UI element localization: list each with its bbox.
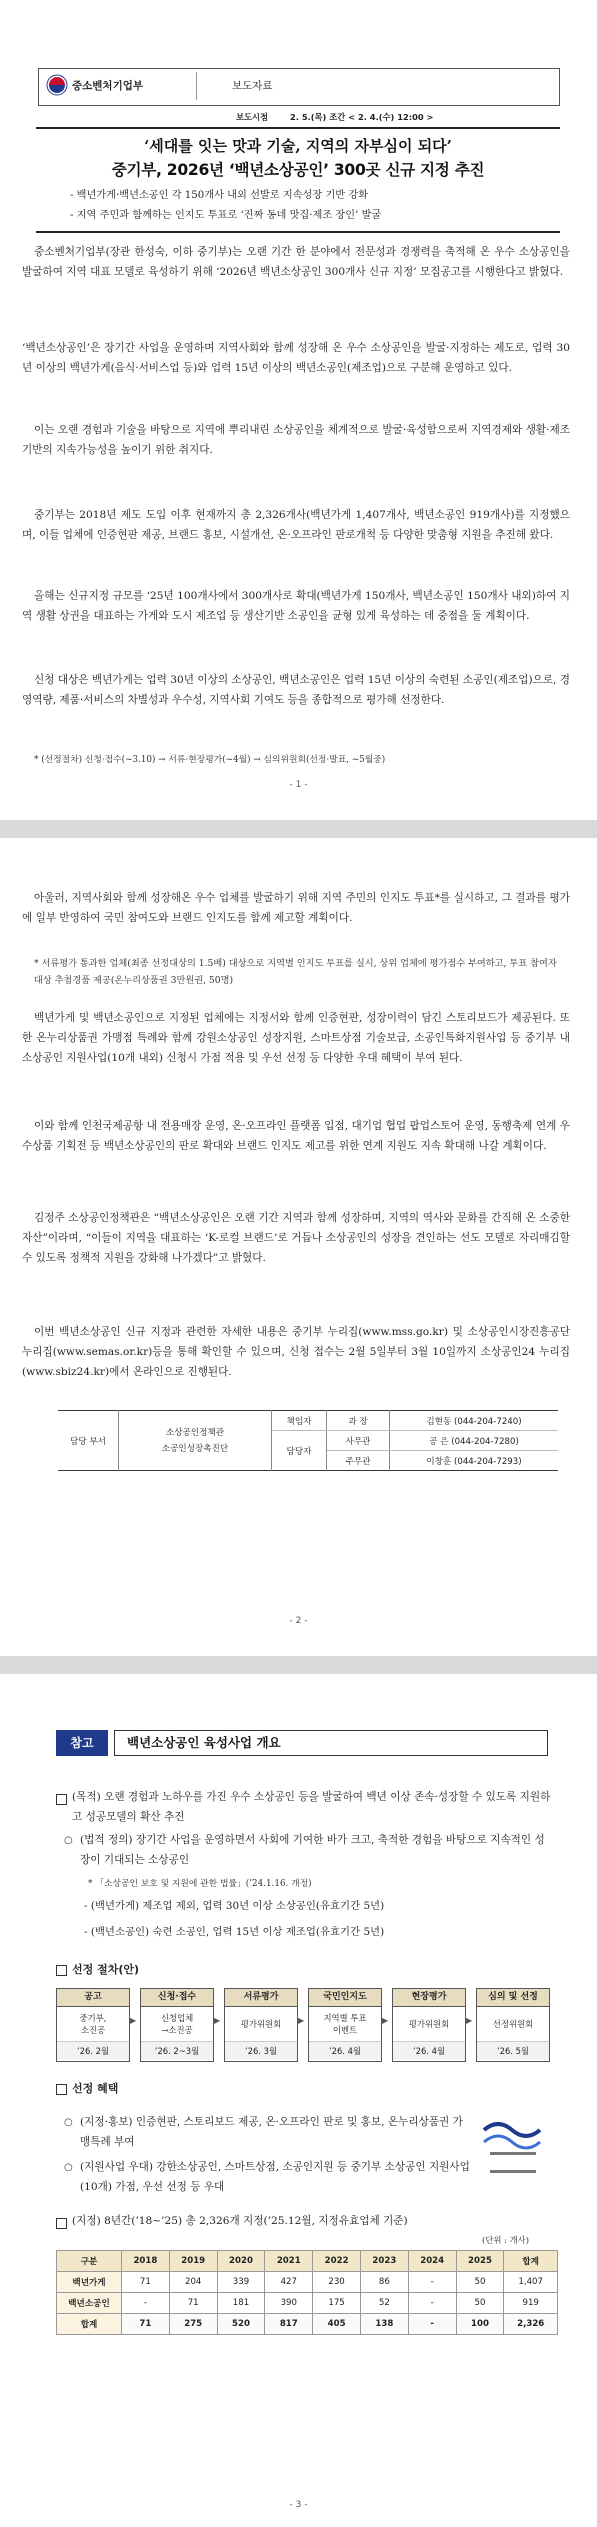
table-cell: 50	[456, 2272, 504, 2293]
process-step-body: 평가위원회	[225, 2007, 297, 2042]
table-cell: 181	[217, 2293, 265, 2314]
arrow-right-icon: ▶	[298, 2016, 305, 2025]
benefit-support-priority: (지원사업 우대) 강한소상공인, 스마트상점, 소공인지원 등 중기부 소상공인 지원사업(10개) 가점, 우선 선정 등 우대	[80, 2161, 470, 2193]
table-cell: 405	[313, 2314, 361, 2335]
table-row	[57, 2314, 558, 2335]
page-number-2: - 2 -	[289, 1616, 308, 1626]
checkbox-icon	[56, 1965, 67, 1976]
process-step-label: 서류평가	[225, 1989, 297, 2007]
process-step-body: 선정위원회	[477, 2007, 549, 2042]
table-row	[57, 2272, 558, 2293]
contact-title-2: 사무관	[327, 1431, 390, 1451]
process-step	[140, 1988, 214, 2062]
table-cell: 230	[313, 2272, 361, 2293]
embargo-label: 보도시점	[236, 112, 269, 122]
circle-bullet-icon: ○	[64, 2162, 73, 2173]
contact-dept	[119, 1411, 272, 1471]
table-row-label: 백년가게	[57, 2272, 122, 2293]
headline-main: 중기부, 2026년 ‘백년소상공인’ 300곳 신규 지정 추진	[111, 161, 485, 179]
process-step-date: ’26. 3월	[225, 2042, 297, 2060]
table-cell: 275	[169, 2314, 217, 2335]
table-header-cell: 구분	[57, 2251, 122, 2272]
process-step-date: ’26. 2~3월	[141, 2042, 213, 2060]
process-step	[476, 1988, 550, 2062]
table-header-cell: 2018	[122, 2251, 170, 2272]
table-row-label: 합계	[57, 2314, 122, 2335]
circle-bullet-icon: ○	[64, 2117, 73, 2128]
table-row	[57, 2293, 558, 2314]
contact-dept-1: 소상공인정책관	[165, 1427, 225, 1438]
p2-paragraph-4: 김정주 소상공인정책관은 “백년소상공인은 오랜 기간 지역과 함께 성장하며, 지역의 역사와 문화를 간직해 온 소중한 자산”이라며, “이들이 지역을 대표하는 ‘K-로컬 브랜드’로 거듭나 소상공인의 성장을 견인하는 선도 모델로 자리매김할 수 있도록 정책적 지원을 강화해 나가겠다”고 밝혔다.	[22, 1212, 570, 1264]
contact-dept-label: 담당 부서	[58, 1411, 119, 1471]
p2-paragraph-1: 아울러, 지역사회와 함께 성장해온 우수 업체를 발굴하기 위해 지역 주민의 인지도 투표*를 실시하고, 그 결과를 평가에 일부 반영하여 국민 참여도와 브랜드 인지도를 함께 제고할 계획이다.	[22, 892, 570, 924]
table-cell: 175	[313, 2293, 361, 2314]
contact-role-2: 담당자	[272, 1431, 327, 1471]
contact-title-3: 주무관	[327, 1451, 390, 1471]
table-cell: -	[122, 2293, 170, 2314]
process-step	[56, 1988, 130, 2062]
circle-bullet-icon: ○	[64, 1835, 73, 1846]
table-header-cell: 2024	[408, 2251, 456, 2272]
table-row-label: 백년소공인	[57, 2293, 122, 2314]
table-cell: 86	[360, 2272, 408, 2293]
arrow-right-icon: ▶	[214, 2016, 221, 2025]
table-header-cell: 2023	[360, 2251, 408, 2272]
table-cell: 71	[122, 2272, 170, 2293]
stats-title: (지정) 8년간(’18~’25) 총 2,326개 지정(’25.12월, 지정유효업체 기준)	[72, 2215, 408, 2227]
table-cell: 427	[265, 2272, 313, 2293]
header-divider	[196, 72, 197, 100]
table-cell: 1,407	[504, 2272, 558, 2293]
table-cell: -	[408, 2314, 456, 2335]
contact-name-1: 김현동 (044-204-7240)	[390, 1411, 559, 1431]
law-note: * 「소상공인 보호 및 지원에 관한 법률」(’24.1.16. 개정)	[88, 1879, 312, 1889]
process-step-label: 심의 및 선정	[477, 1989, 549, 2007]
definition-text: (법적 정의) 장기간 사업을 운영하면서 사회에 기여한 바가 크고, 축적한 경험을 바탕으로 지속적인 성장이 기대되는 소상공인	[80, 1834, 545, 1866]
process-step-label: 국민인지도	[309, 1989, 381, 2007]
process-step-date: ’26. 2월	[57, 2042, 129, 2060]
paragraph-5: 올해는 신규지정 규모를 ‘25년 100개사에서 300개사로 확대(백년가게 150개사, 백년소공인 150개사 내외)하여 지역 생활 상권을 대표하는 가게와 도시 제조업 등 생산기반 소공인을 균형 있게 육성하는 데 중점을 둘 계획이다.	[22, 590, 570, 622]
subhead-1: - 백년가게·백년소공인 각 150개사 내외 선발로 지속성장 기반 강화	[70, 190, 369, 201]
process-step-body: 평가위원회	[393, 2007, 465, 2042]
arrow-right-icon: ▶	[382, 2016, 389, 2025]
table-header-cell: 2022	[313, 2251, 361, 2272]
vote-footnote: * 서류평가 통과한 업체(최종 선정대상의 1.5배) 대상으로 지역별 인지도 투표를 실시, 상위 업체에 평가점수 부여하고, 투표 참여자 대상 추첨경품 제공(온누리상품권 3만원권, 50명)	[34, 958, 557, 986]
contact-role-1: 책임자	[272, 1411, 327, 1431]
process-step-date: ’26. 4월	[309, 2042, 381, 2060]
embargo-value: 2. 5.(목) 조간 < 2. 4.(수) 12:00 >	[290, 112, 434, 122]
page-3	[0, 1674, 597, 2527]
process-step-label: 신청·접수	[141, 1989, 213, 2007]
table-cell: 71	[122, 2314, 170, 2335]
page-number-3: - 3 -	[289, 2500, 308, 2510]
table-cell: 2,326	[504, 2314, 558, 2335]
process-step-label: 현장평가	[393, 1989, 465, 2007]
p2-paragraph-2: 백년가게 및 백년소공인으로 지정된 업체에는 지정서와 함께 인증현판, 성장이력이 담긴 스토리보드가 제공된다. 또한 온누리상품권 가맹점 특례와 함께 강원소상공인 성장지원, 스마트상점 기술보급, 소공인특화지원사업 등 중기부 내 소상공인 지원사업(10개 내외) 신청시 가점 적용 및 우선 선정 등 다양한 우대 혜택이 부여 된다.	[22, 1012, 570, 1064]
p2-paragraph-3: 이와 함께 인천국제공항 내 전용매장 운영, 온·오프라인 플랫폼 입점, 대기업 협업 팝업스토어 운영, 동행축제 연계 우수상품 기획전 등 백년소상공인의 판로 확대와 브랜드 인지도 제고를 위한 연계 지원도 지속 확대해 나갈 계획이다.	[22, 1120, 570, 1152]
contact-dept-2: 소공인성장촉진단	[161, 1443, 229, 1454]
purpose-text: (목적) 오랜 경험과 노하우를 가진 우수 소상공인 등을 발굴하여 백년 이상 존속·성장할 수 있도록 지원하고 성공모델의 확산 추진	[72, 1791, 551, 1823]
contact-title-1: 과 장	[327, 1411, 390, 1431]
table-cell: 817	[265, 2314, 313, 2335]
table-cell: -	[408, 2293, 456, 2314]
checkbox-icon	[56, 1794, 67, 1805]
table-cell: 52	[360, 2293, 408, 2314]
page-number-1: - 1 -	[289, 780, 308, 790]
paragraph-2: ‘백년소상공인’은 장기간 사업을 운영하며 지역사회와 함께 성장해 온 우수 소상공인을 발굴·지정하는 제도로, 업력 30년 이상의 백년가게(음식·서비스업 등)와 업력 15년 이상의 백년소공인(제조업)으로 구분해 운영하고 있다.	[22, 342, 570, 374]
process-step-body: 중기부, 소진공	[57, 2007, 129, 2042]
table-cell: 339	[217, 2272, 265, 2293]
stats-unit: (단위 : 개사)	[482, 2235, 530, 2245]
table-header-cell: 2025	[456, 2251, 504, 2272]
contact-name-2: 공 은 (044-204-7280)	[390, 1431, 559, 1451]
table-cell: 919	[504, 2293, 558, 2314]
contact-table	[58, 1410, 558, 1471]
table-cell: 390	[265, 2293, 313, 2314]
table-header-cell: 2021	[265, 2251, 313, 2272]
table-cell: -	[408, 2272, 456, 2293]
benefit-designation: (지정·홍보) 인증현판, 스토리보드 제공, 온·오프라인 판로 및 홍보, 온누리상품권 가맹특례 부여	[80, 2116, 463, 2148]
process-note: * (선정절차) 신청·접수(~3.10) → 서류·현장평가(~4월) → 심의위원회(선정·발표, ~5월중)	[34, 755, 386, 765]
table-cell: 100	[456, 2314, 504, 2335]
headline-top: ‘세대를 잇는 맛과 기술, 지역의 자부심이 되다’	[144, 137, 452, 155]
process-step	[224, 1988, 298, 2062]
table-header-cell: 합계	[504, 2251, 558, 2272]
checkbox-icon	[56, 2084, 67, 2095]
process-title: 선정 절차(안)	[72, 1963, 140, 1976]
page-1	[0, 0, 597, 820]
subhead-2: - 지역 주민과 함께하는 인지도 투표로 ‘진짜 동네 맛집·제조 장인’ 발굴	[70, 210, 382, 221]
table-cell: 520	[217, 2314, 265, 2335]
reference-title: 백년소상공인 육성사업 개요	[114, 1730, 548, 1756]
process-step-date: ’26. 4월	[393, 2042, 465, 2060]
table-cell: 50	[456, 2293, 504, 2314]
arrow-right-icon: ▶	[466, 2016, 473, 2025]
process-step-date: ’26. 5월	[477, 2042, 549, 2060]
process-step	[392, 1988, 466, 2062]
stats-table	[56, 2250, 558, 2335]
government-emblem-icon	[46, 74, 68, 96]
table-header-cell: 2020	[217, 2251, 265, 2272]
doc-type: 보도자료	[232, 80, 273, 92]
ministry-name: 중소벤처기업부	[72, 80, 144, 92]
contact-name-3: 이창훈 (044-204-7293)	[426, 1456, 522, 1467]
type-baeknyeon-sogongin: - (백년소공인) 숙련 소공인, 업력 15년 이상 제조업(유효기간 5년)	[84, 1926, 385, 1938]
table-cell: 138	[360, 2314, 408, 2335]
checkbox-icon	[56, 2218, 67, 2229]
type-baeknyeon-store: - (백년가게) 제조업 제외, 업력 30년 이상 소상공인(유효기간 5년)	[84, 1900, 385, 1912]
table-header-row	[57, 2251, 558, 2272]
process-step-body: 지역별 투표 이벤트	[309, 2007, 381, 2042]
paragraph-1: 중소벤처기업부(장관 한성숙, 이하 중기부)는 오랜 기간 한 분야에서 전문성과 경쟁력을 축적해 온 우수 소상공인을 발굴하여 지역 대표 모델로 육성하기 위해 ‘2026년 백년소상공인 300개사 신규 지정’ 모집공고를 시행한다고 밝혔다.	[22, 246, 570, 278]
process-step-label: 공고	[57, 1989, 129, 2007]
arrow-right-icon: ▶	[130, 2016, 137, 2025]
paragraph-6: 신청 대상은 백년가게는 업력 30년 이상의 소상공인, 백년소공인은 업력 15년 이상의 숙련된 소공인(제조업)으로, 경영역량, 제품·서비스의 차별성과 우수성, 지역사회 기여도 등을 종합적으로 평가해 선정한다.	[22, 674, 571, 706]
table-header-cell: 2019	[169, 2251, 217, 2272]
baeknyeon-logo-icon	[478, 2114, 548, 2180]
process-step	[308, 1988, 382, 2062]
paragraph-4: 중기부는 2018년 제도 도입 이후 현재까지 총 2,326개사(백년가게 1,407개사, 백년소공인 919개사)를 지정했으며, 이들 업체에 인증현판 제공, 브랜드 홍보, 시설개선, 온·오프라인 판로개척 등 다양한 맞춤형 지원을 추진해 왔다.	[22, 509, 570, 541]
reference-tag: 참고	[56, 1730, 108, 1756]
table-cell: 71	[169, 2293, 217, 2314]
p2-paragraph-5: 이번 백년소상공인 신규 지정과 관련한 자세한 내용은 중기부 누리집(www.mss.go.kr) 및 소상공인시장진흥공단 누리집(www.semas.or.kr)등을 통해 확인할 수 있으며, 신청 접수는 2월 5일부터 3월 10일까지 소상공인24 누리집(www.sbiz24.kr)에서 온라인으로 진행된다.	[22, 1326, 570, 1378]
paragraph-3: 이는 오랜 경험과 기술을 바탕으로 지역에 뿌리내린 소상공인을 체계적으로 발굴·육성함으로써 지역경제와 생활·제조 기반의 지속가능성을 높이기 위한 취지다.	[22, 424, 570, 456]
benefit-title: 선정 혜택	[72, 2082, 119, 2095]
process-step-body: 신청업체 →소진공	[141, 2007, 213, 2042]
table-cell: 204	[169, 2272, 217, 2293]
page-2	[0, 838, 597, 1656]
